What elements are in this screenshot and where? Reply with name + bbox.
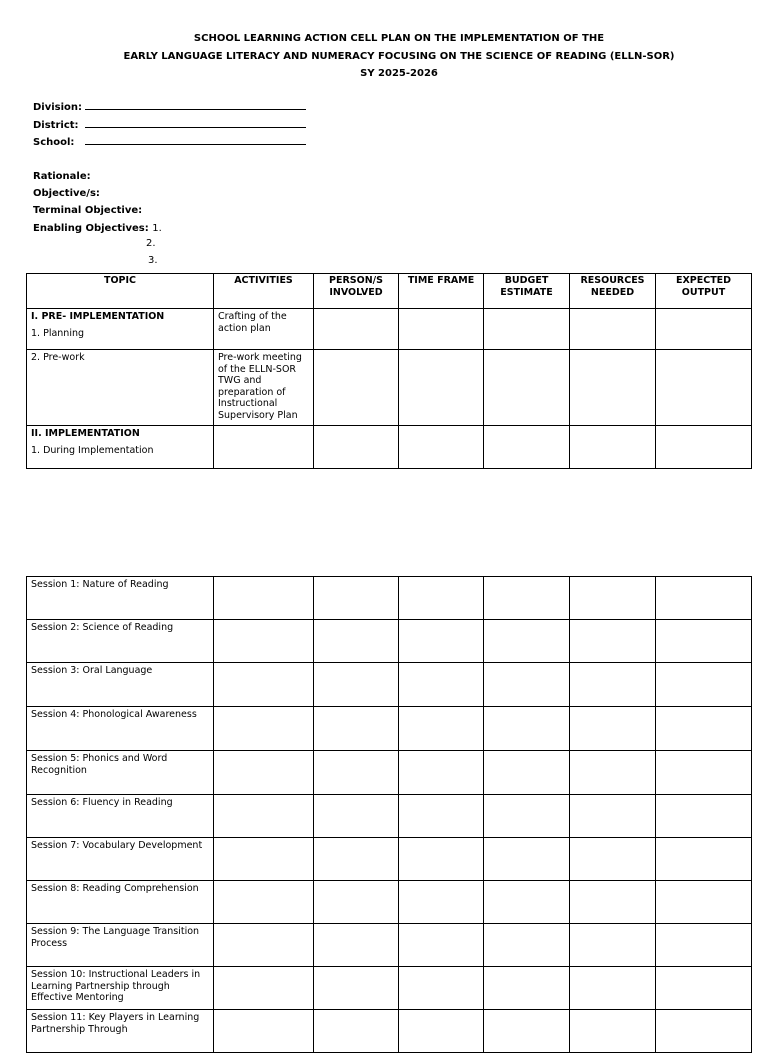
header-persons-involved: PERSON/S INVOLVED	[314, 274, 399, 309]
district-field	[33, 117, 306, 135]
empty-cell[interactable]	[399, 881, 484, 924]
empty-cell[interactable]	[484, 751, 570, 795]
enabling-item-2: 2.	[146, 238, 156, 249]
empty-cell[interactable]	[399, 1010, 484, 1053]
session-topic: Session 6: Fluency in Reading	[27, 795, 214, 838]
empty-cell[interactable]	[656, 838, 752, 881]
session-topic: Session 9: The Language Transition Process	[27, 924, 214, 967]
empty-cell[interactable]	[656, 1010, 752, 1053]
empty-cell[interactable]	[214, 751, 314, 795]
action-plan-table	[26, 273, 752, 469]
empty-cell[interactable]	[214, 426, 314, 469]
table-row	[27, 838, 752, 881]
school-label: School:	[33, 137, 75, 148]
rationale-label: Rationale:	[33, 171, 91, 182]
table-header-row	[27, 274, 752, 309]
empty-cell[interactable]	[214, 663, 314, 707]
empty-cell[interactable]	[484, 924, 570, 967]
empty-cell[interactable]	[314, 577, 399, 620]
session-topic: Session 2: Science of Reading	[27, 620, 214, 663]
empty-cell[interactable]	[314, 967, 399, 1010]
topic-cell	[27, 309, 214, 350]
empty-cell[interactable]	[214, 707, 314, 751]
school-blank[interactable]	[85, 134, 306, 145]
empty-cell[interactable]	[484, 426, 570, 469]
empty-cell[interactable]	[656, 881, 752, 924]
empty-cell[interactable]	[399, 924, 484, 967]
empty-cell[interactable]	[484, 795, 570, 838]
table-row	[27, 751, 752, 795]
empty-cell[interactable]	[314, 751, 399, 795]
planning-topic: 1. Planning	[31, 327, 85, 339]
title-line-1: SCHOOL LEARNING ACTION CELL PLAN ON THE IMPLEMENTATION OF THE	[193, 33, 605, 44]
header-budget-estimate: BUDGET ESTIMATE	[484, 274, 570, 309]
empty-cell[interactable]	[314, 350, 399, 426]
empty-cell[interactable]	[214, 1010, 314, 1053]
topic-cell	[27, 426, 214, 469]
header-resources-needed: RESOURCES NEEDED	[570, 274, 656, 309]
sessions-table	[26, 576, 752, 1053]
header-expected-output: EXPECTED OUTPUT	[656, 274, 752, 309]
session-topic: Session 5: Phonics and Word Recognition	[27, 751, 214, 795]
title-line-3: SY 2025-2026	[360, 68, 438, 79]
empty-cell[interactable]	[570, 881, 656, 924]
empty-cell[interactable]	[214, 967, 314, 1010]
empty-cell[interactable]	[570, 924, 656, 967]
empty-cell[interactable]	[484, 620, 570, 663]
division-blank[interactable]	[85, 99, 306, 110]
empty-cell[interactable]	[570, 350, 656, 426]
enabling-item-1: 1.	[152, 222, 162, 234]
empty-cell[interactable]	[399, 838, 484, 881]
table-row	[27, 881, 752, 924]
during-implementation-topic: 1. During Implementation	[31, 444, 154, 456]
objectives-label: Objective/s:	[33, 188, 100, 200]
empty-cell[interactable]	[656, 707, 752, 751]
district-blank[interactable]	[85, 117, 306, 128]
empty-cell[interactable]	[570, 426, 656, 469]
header-activities: ACTIVITIES	[214, 274, 314, 309]
activity-cell: Crafting of the action plan	[214, 309, 314, 350]
terminal-objective-label: Terminal Objective:	[33, 205, 143, 217]
session-topic: Session 4: Phonological Awareness	[27, 707, 214, 751]
empty-cell[interactable]	[484, 663, 570, 707]
empty-cell[interactable]	[656, 309, 752, 350]
empty-cell[interactable]	[570, 795, 656, 838]
empty-cell[interactable]	[214, 620, 314, 663]
empty-cell[interactable]	[656, 426, 752, 469]
document-title	[0, 30, 768, 83]
empty-cell[interactable]	[314, 663, 399, 707]
activity-cell: Pre-work meeting of the ELLN-SOR TWG and preparation of Instructional Supervisory Plan	[214, 350, 314, 426]
session-topic: Session 7: Vocabulary Development	[27, 838, 214, 881]
empty-cell[interactable]	[399, 795, 484, 838]
enabling-objectives-label: Enabling Objectives:	[33, 222, 149, 234]
division-label: Division:	[33, 102, 83, 113]
empty-cell[interactable]	[399, 620, 484, 663]
empty-cell[interactable]	[570, 838, 656, 881]
empty-cell[interactable]	[484, 309, 570, 350]
empty-cell[interactable]	[314, 426, 399, 469]
empty-cell[interactable]	[570, 620, 656, 663]
table-row	[27, 795, 752, 838]
empty-cell[interactable]	[214, 881, 314, 924]
plan-objectives	[33, 168, 162, 237]
empty-cell[interactable]	[656, 924, 752, 967]
title-line-2: EARLY LANGUAGE LITERACY AND NUMERACY FOCUSING ON THE SCIENCE OF READING (ELLN-SOR)	[123, 50, 675, 62]
empty-cell[interactable]	[399, 350, 484, 426]
empty-cell[interactable]	[214, 795, 314, 838]
empty-cell[interactable]	[656, 751, 752, 795]
empty-cell[interactable]	[484, 577, 570, 620]
empty-cell[interactable]	[570, 663, 656, 707]
location-fields	[33, 99, 306, 152]
empty-cell[interactable]	[314, 309, 399, 350]
table-row	[27, 707, 752, 751]
empty-cell[interactable]	[399, 751, 484, 795]
district-label: District:	[33, 119, 79, 131]
empty-cell[interactable]	[656, 663, 752, 707]
header-time-frame: TIME FRAME	[399, 274, 484, 309]
table-row	[27, 967, 752, 1010]
empty-cell[interactable]	[484, 967, 570, 1010]
empty-cell[interactable]	[656, 967, 752, 1010]
session-topic: Session 10: Instructional Leaders in Learning Partnership through Effective Mentoring	[27, 967, 214, 1010]
empty-cell[interactable]	[214, 838, 314, 881]
empty-cell[interactable]	[484, 350, 570, 426]
table-row	[27, 577, 752, 620]
empty-cell[interactable]	[484, 707, 570, 751]
school-field	[33, 134, 306, 152]
table-row	[27, 1010, 752, 1053]
empty-cell[interactable]	[484, 881, 570, 924]
empty-cell[interactable]	[314, 707, 399, 751]
session-topic: Session 8: Reading Comprehension	[27, 881, 214, 924]
empty-cell[interactable]	[314, 795, 399, 838]
empty-cell[interactable]	[656, 350, 752, 426]
empty-cell[interactable]	[570, 751, 656, 795]
empty-cell[interactable]	[399, 426, 484, 469]
empty-cell[interactable]	[656, 620, 752, 663]
empty-cell[interactable]	[570, 309, 656, 350]
empty-cell[interactable]	[570, 707, 656, 751]
topic-cell: 2. Pre-work	[27, 350, 214, 426]
empty-cell[interactable]	[399, 309, 484, 350]
table-row	[27, 620, 752, 663]
empty-cell[interactable]	[314, 1010, 399, 1053]
empty-cell[interactable]	[214, 924, 314, 967]
empty-cell[interactable]	[399, 663, 484, 707]
empty-cell[interactable]	[399, 967, 484, 1010]
session-topic: Session 3: Oral Language	[27, 663, 214, 707]
enabling-item-3: 3.	[148, 255, 158, 266]
implementation-title: II. IMPLEMENTATION	[31, 428, 140, 439]
empty-cell[interactable]	[314, 881, 399, 924]
empty-cell[interactable]	[314, 838, 399, 881]
empty-cell[interactable]	[484, 1010, 570, 1053]
empty-cell[interactable]	[314, 924, 399, 967]
pre-implementation-title: I. PRE- IMPLEMENTATION	[31, 311, 165, 322]
session-topic: Session 1: Nature of Reading	[27, 577, 214, 620]
empty-cell[interactable]	[656, 795, 752, 838]
empty-cell[interactable]	[656, 577, 752, 620]
table-row	[27, 663, 752, 707]
header-topic: TOPIC	[27, 274, 214, 309]
empty-cell[interactable]	[570, 577, 656, 620]
empty-cell[interactable]	[214, 577, 314, 620]
empty-cell[interactable]	[570, 967, 656, 1010]
table-row	[27, 309, 752, 350]
division-field	[33, 99, 306, 117]
session-topic: Session 11: Key Players in Learning Partnership Through	[27, 1010, 214, 1053]
table-row	[27, 924, 752, 967]
enabling-objectives-row	[33, 220, 162, 237]
empty-cell[interactable]	[314, 620, 399, 663]
empty-cell[interactable]	[399, 707, 484, 751]
empty-cell[interactable]	[484, 838, 570, 881]
table-row	[27, 350, 752, 426]
table-row	[27, 426, 752, 469]
empty-cell[interactable]	[399, 577, 484, 620]
empty-cell[interactable]	[570, 1010, 656, 1053]
